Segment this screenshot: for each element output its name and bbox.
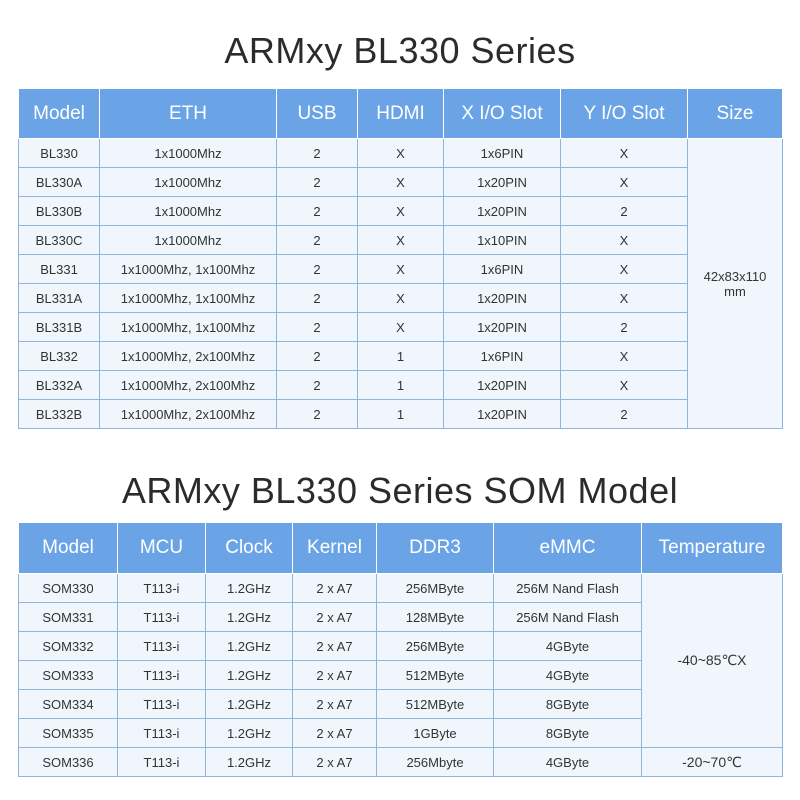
table-cell: 2 — [277, 168, 358, 197]
page-title-series: ARMxy BL330 Series — [224, 30, 576, 71]
table-cell: 1x6PIN — [444, 342, 561, 371]
table-cell: SOM336 — [19, 748, 118, 777]
table-cell: 8GByte — [494, 690, 642, 719]
header-emmc: eMMC — [494, 523, 642, 574]
table-row — [19, 371, 783, 400]
table-row — [19, 574, 783, 603]
table-cell: X — [561, 255, 688, 284]
table-cell: 2 — [561, 400, 688, 429]
table-cell: 1 — [358, 342, 444, 371]
table-row — [19, 400, 783, 429]
table-cell: BL330B — [19, 197, 100, 226]
size-cell: 42x83x110 mm — [688, 139, 783, 429]
table-cell: BL330 — [19, 139, 100, 168]
table-cell: X — [561, 226, 688, 255]
header-kernel: Kernel — [293, 523, 377, 574]
table-cell: X — [358, 255, 444, 284]
table-cell: 256MByte — [377, 574, 494, 603]
table-cell: X — [561, 371, 688, 400]
table-cell: 8GByte — [494, 719, 642, 748]
table-cell: 1x1000Mhz — [100, 168, 277, 197]
table-cell: 2 — [277, 139, 358, 168]
table-cell: 2 x A7 — [293, 719, 377, 748]
table-cell: 2 x A7 — [293, 661, 377, 690]
table-cell: 2 — [277, 255, 358, 284]
header-eth: ETH — [100, 89, 277, 139]
table-row — [19, 168, 783, 197]
table-cell: BL332B — [19, 400, 100, 429]
table-cell: 4GByte — [494, 632, 642, 661]
header-model: Model — [19, 523, 118, 574]
table-cell: 2 — [277, 313, 358, 342]
table-row — [19, 226, 783, 255]
table-cell: 1.2GHz — [206, 603, 293, 632]
table-cell: X — [358, 168, 444, 197]
table-cell: BL331B — [19, 313, 100, 342]
header-x-io-slot: X I/O Slot — [444, 89, 561, 139]
header-y-io-slot: Y I/O Slot — [561, 89, 688, 139]
table-cell: 1.2GHz — [206, 574, 293, 603]
table-row — [19, 255, 783, 284]
som-header-row — [19, 523, 783, 574]
table-cell: 1.2GHz — [206, 690, 293, 719]
table-cell: 2 — [561, 313, 688, 342]
table-cell: 1x1000Mhz — [100, 139, 277, 168]
table-row — [19, 197, 783, 226]
table-cell: SOM332 — [19, 632, 118, 661]
temperature-cell-industrial: -40~85℃X — [642, 574, 783, 748]
table-cell: X — [358, 226, 444, 255]
table-cell: 1x20PIN — [444, 313, 561, 342]
table-row — [19, 139, 783, 168]
table-cell: BL331A — [19, 284, 100, 313]
table-cell: 1x6PIN — [444, 255, 561, 284]
temperature-cell-commercial: -20~70℃ — [642, 748, 783, 777]
header-clock: Clock — [206, 523, 293, 574]
table-cell: 1 — [358, 371, 444, 400]
table-cell: SOM331 — [19, 603, 118, 632]
header-ddr3: DDR3 — [377, 523, 494, 574]
table-row — [19, 748, 783, 777]
header-usb: USB — [277, 89, 358, 139]
table-cell: 4GByte — [494, 661, 642, 690]
table-cell: 1.2GHz — [206, 661, 293, 690]
table-cell: 2 — [277, 371, 358, 400]
table-cell: SOM334 — [19, 690, 118, 719]
header-mcu: MCU — [118, 523, 206, 574]
table-cell: BL332A — [19, 371, 100, 400]
table-cell: X — [561, 284, 688, 313]
table-cell: BL332 — [19, 342, 100, 371]
table-cell: 256MByte — [377, 632, 494, 661]
table-cell: T113-i — [118, 748, 206, 777]
table-cell: BL331 — [19, 255, 100, 284]
table-cell: 1.2GHz — [206, 632, 293, 661]
table-cell: 1GByte — [377, 719, 494, 748]
table-cell: SOM335 — [19, 719, 118, 748]
header-model: Model — [19, 89, 100, 139]
table-cell: 1x1000Mhz, 2x100Mhz — [100, 400, 277, 429]
table-cell: X — [561, 168, 688, 197]
table-cell: X — [561, 139, 688, 168]
table-cell: T113-i — [118, 632, 206, 661]
table-cell: 1x1000Mhz, 1x100Mhz — [100, 255, 277, 284]
table-cell: T113-i — [118, 661, 206, 690]
table-cell: X — [561, 342, 688, 371]
table-row — [19, 313, 783, 342]
table-cell: 1x1000Mhz, 1x100Mhz — [100, 313, 277, 342]
table-cell: 1x1000Mhz, 1x100Mhz — [100, 284, 277, 313]
table-row — [19, 284, 783, 313]
table-cell: 1x20PIN — [444, 168, 561, 197]
table-cell: 2 — [277, 342, 358, 371]
table-cell: 128MByte — [377, 603, 494, 632]
table-cell: BL330A — [19, 168, 100, 197]
table-cell: 1x1000Mhz — [100, 226, 277, 255]
table-cell: 1x6PIN — [444, 139, 561, 168]
table-cell: 1.2GHz — [206, 719, 293, 748]
table-cell: 1x20PIN — [444, 371, 561, 400]
table-cell: 2 x A7 — [293, 690, 377, 719]
table-cell: 512MByte — [377, 661, 494, 690]
table-cell: 2 — [277, 400, 358, 429]
header-size: Size — [688, 89, 783, 139]
table-cell: 2 x A7 — [293, 603, 377, 632]
table-cell: T113-i — [118, 690, 206, 719]
table-cell: 512MByte — [377, 690, 494, 719]
table-cell: X — [358, 284, 444, 313]
table-cell: X — [358, 139, 444, 168]
table-cell: 1x20PIN — [444, 284, 561, 313]
table-cell: T113-i — [118, 719, 206, 748]
page-title-som: ARMxy BL330 Series SOM Model — [121, 470, 679, 511]
table-cell: T113-i — [118, 574, 206, 603]
table-cell: X — [358, 313, 444, 342]
table-cell: 2 x A7 — [293, 748, 377, 777]
table-cell: 256M Nand Flash — [494, 603, 642, 632]
table-cell: 2 — [277, 197, 358, 226]
table-cell: 1x1000Mhz — [100, 197, 277, 226]
table-cell: X — [358, 197, 444, 226]
table-cell: SOM333 — [19, 661, 118, 690]
som-table — [18, 522, 783, 777]
table-row — [19, 342, 783, 371]
table-cell: 1x20PIN — [444, 197, 561, 226]
table-cell: SOM330 — [19, 574, 118, 603]
table-cell: 2 — [561, 197, 688, 226]
table-cell: 2 x A7 — [293, 632, 377, 661]
table-cell: 2 — [277, 226, 358, 255]
series-table — [18, 88, 783, 429]
table-cell: T113-i — [118, 603, 206, 632]
table-cell: 1x20PIN — [444, 400, 561, 429]
table-cell: 1x10PIN — [444, 226, 561, 255]
table-cell: 4GByte — [494, 748, 642, 777]
table-cell: 2 x A7 — [293, 574, 377, 603]
table-cell: 1.2GHz — [206, 748, 293, 777]
header-hdmi: HDMI — [358, 89, 444, 139]
table-cell: 1x1000Mhz, 2x100Mhz — [100, 371, 277, 400]
table-cell: BL330C — [19, 226, 100, 255]
table-cell: 1 — [358, 400, 444, 429]
header-temperature: Temperature — [642, 523, 783, 574]
series-header-row — [19, 89, 783, 139]
table-cell: 256M Nand Flash — [494, 574, 642, 603]
table-cell: 256Mbyte — [377, 748, 494, 777]
table-cell: 1x1000Mhz, 2x100Mhz — [100, 342, 277, 371]
table-cell: 2 — [277, 284, 358, 313]
